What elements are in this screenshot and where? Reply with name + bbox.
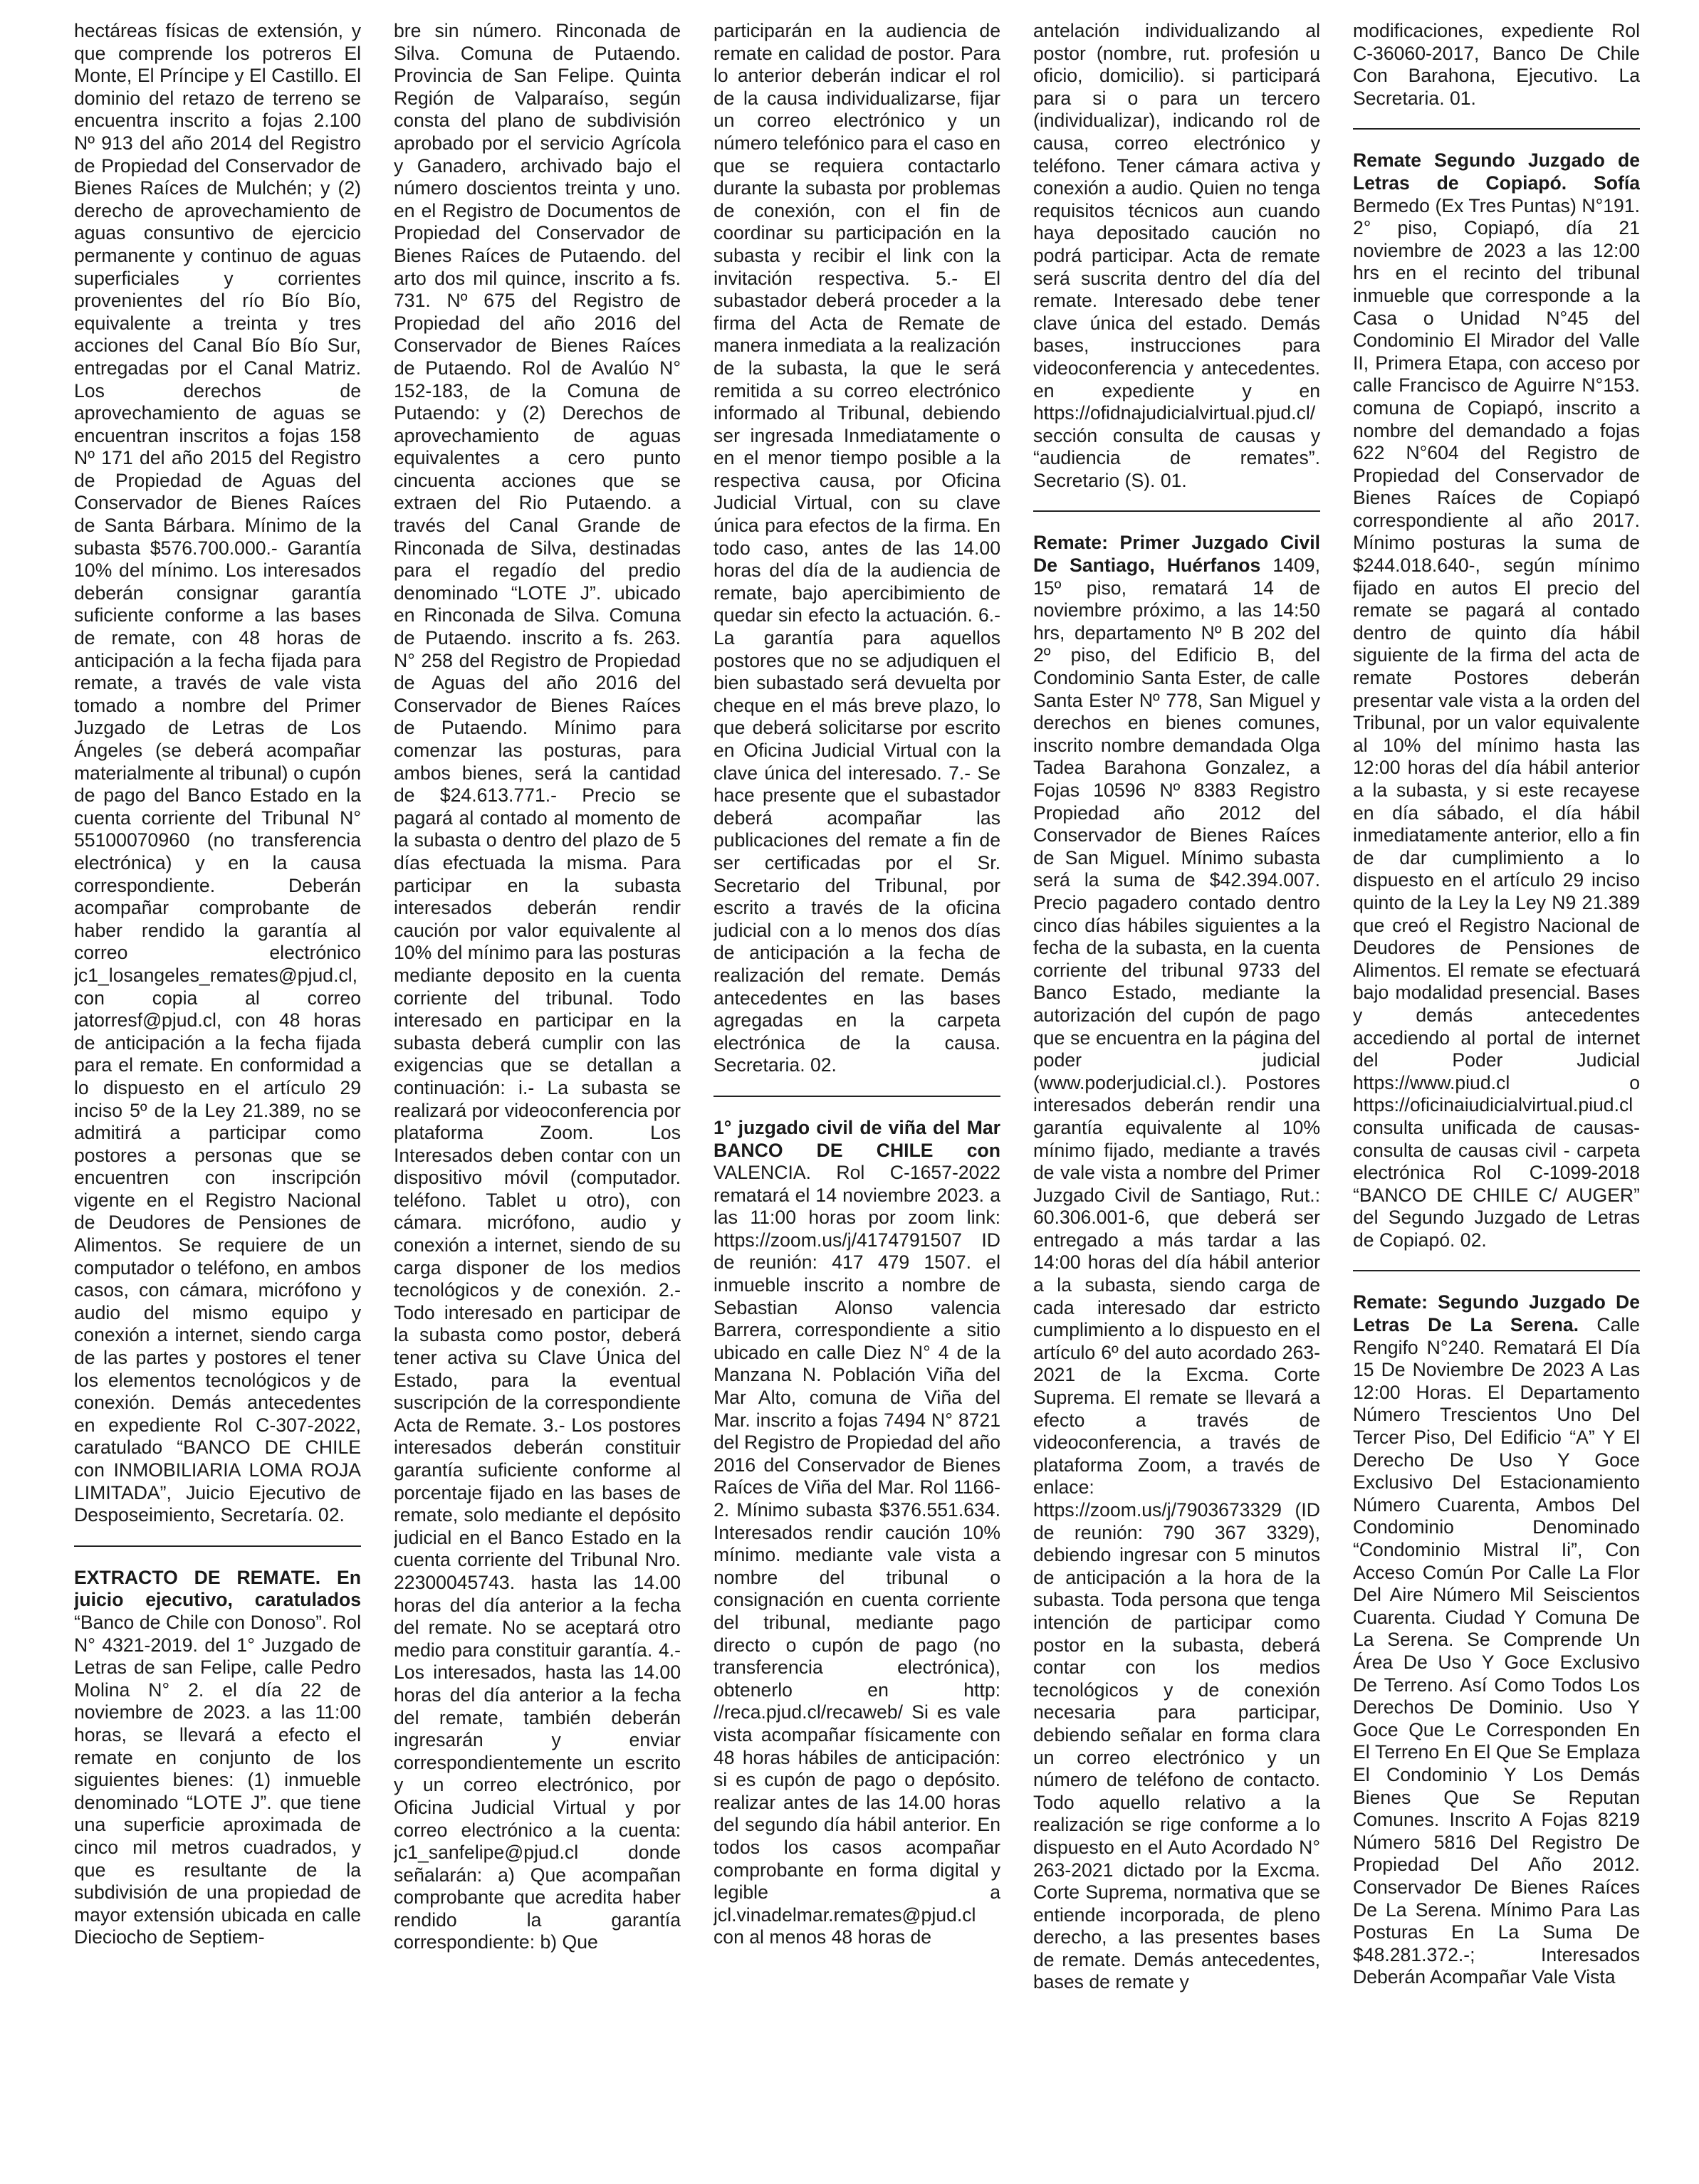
notice-text: VALENCIA. Rol C-1657-2022 rematará el 14 noviembre 2023. a las 11:00 horas por zoom link: https://zoom.us/j/4174791507 ID de reunión: 417 479 1507. el inmueble inscrito a nombre de Sebastian Alonso valencia Barrera, correspondiente a sitio ubicado en calle Diez N° 4 de la Manzana N. Población Viña del Mar Alto, comuna de Viña del Mar. inscrito a fojas 7494 N° 8721 del Registro de Propiedad del año 2016 del Conservador de Bienes Raíces de Viña del Mar. Rol 1166-2. Mínimo subasta $376.551.634. Interesados rendir caución 10% mínimo. mediante vale vista a nombre del tribunal o consignación en cuenta corriente del tribunal, mediante pago directo o cupón de pago (no transferencia electrónica), obtenerlo en http: //reca.pjud.cl/recaweb/ Si es vale vista acompañar físicamente con 48 horas hábiles de anticipación: si es cupón de pago o depósito. realizar antes de las 14.00 horas del segundo día hábil anterior. En todos los casos acompañar comprobante en forma digital y legible a jcl.vinadelmar.remates@pjud.cl con al menos 48 horas de [713,1162,1000,1948]
notice-text: 1409, 15º piso, rematará 14 de noviembre próximo, a las 14:50 hrs, departamento Nº B 202 del 2º piso, del Edificio B, del Condominio Santa Ester, de calle Santa Ester Nº 778, San Miguel y derechos en bienes comunes, inscrito nombre demandada Olga Tadea Barahona Gonzalez, a Fojas 10596 Nº 8383 Registro Propiedad año 2012 del Conservador de Bienes Raíces de San Miguel. Mínimo subasta será la suma de $42.394.007. Precio pagadero contado dentro cinco días hábiles siguientes a la fecha de la subasta, en la cuenta corriente del tribunal 9733 del Banco Estado, mediante la autorización del cupón de pago que se encuentra en la página del poder judicial (www.poderjudicial.cl.). Postores interesados deberán rendir una garantía equivalente al 10% mínimo fijado, mediante a través de vale vista a nombre del Primer Juzgado Civil de Santiago, Rut.: 60.306.001-6, que deberá ser entregado a más tardar a las 14:00 horas del día hábil anterior a la subasta, siendo carga de cada interesado dar estricto cumplimiento a lo dispuesto en el artículo 6º del auto acordado 263-2021 de la Excma. Corte Suprema. El remate se llevará a efecto a través de videoconferencia, a través de plataforma Zoom, a través de enlace: https://zoom.us/j/7903673329 (ID de reunión: 790 367 3329), debiendo ingresar con 5 minutos de anticipación a la hora de la subasta. Toda persona que tenga intención de participar como postor en la subasta, deberá contar con los medios tecnológicos y de conexión necesaria para participar, debiendo señalar en forma clara un correo electrónico y un número de teléfono de contacto. Todo aquello relativo a la realización se rige conforme a lo dispuesto en el Auto Acordado N° 263-2021 dictado por la Excma. Corte Suprema, normativa que se entiende incorporada, de pleno derecho, a las presentes bases de remate. Demás antecedentes, bases de remate y [1033,555,1320,1993]
column-5 [1353,20,1640,2184]
notice-text: modificaciones, expediente Rol C-36060-2017, Banco De Chile Con Barahona, Ejecutivo. La Secretaria. 01. [1353,20,1640,109]
notice-text: Calle Rengifo N°240. Rematará El Día 15 De Noviembre De 2023 A Las 12:00 Horas. El Departamento Número Trescientos Uno Del Tercer Piso, Del Edificio “A” Y El Derecho De Uso Y Goce Exclusivo Del Estacionamiento Número Cuarenta, Ambos Del Condominio Denominado “Condominio Mistral Ii”, Con Acceso Común Por Calle La Flor Del Aire Número Mil Seiscientos Cuarenta. Ciudad Y Comuna De La Serena. Se Comprende Un Área De Uso Y Goce Exclusivo De Terreno. Así Como Todos Los Derechos De Dominio. Uso Y Goce Que Le Corresponden En El Terreno En El Que Se Emplaza El Condominio Y Los Demás Bienes Que Se Reputan Comunes. Inscrito A Fojas 8219 Número 5816 Del Registro De Propiedad Del Año 2012. Conservador De Bienes Raíces De La Serena. Mínimo Para Las Posturas En La Suma De $48.281.372.-; Interesados Deberán Acompañar Vale Vista [1353,1314,1640,1988]
notice-santiago-end [1353,20,1640,110]
notice-heading: EXTRACTO DE REMATE. En juicio ejecutivo, caratulados [74,1566,361,1611]
notice-text: participarán en la audiencia de remate en calidad de postor. Para lo anterior deberán indicar el rol de la causa individualizarse, fijar un correo electrónico y un número telefónico para el caso en que se requiera contactarlo durante la subasta por problemas de conexión, con el fin de coordinar su participación en la subasta y recibir el link con la invitación respectiva. 5.- El subastador deberá proceder a la firma del Acta de Remate de manera inmediata a la realización de la subasta, la que le será remitida a su correo electrónico informado al Tribunal, debiendo ser ingresada Inmediatamente o en el menor tiempo posible a la respectiva causa, por Oficina Judicial Virtual, con su clave única para efectos de la firma. En todo caso, antes de las 14.00 horas del día de la audiencia de remate, bajo apercibimiento de quedar sin efecto la actuación. 6.- La garantía para aquellos postores que no se adjudiquen el bien subastado será devuelta por cheque en el más breve plazo, lo que deberá solicitarse por escrito en Oficina Judicial Virtual con la clave única del interesado. 7.- Se hace presente que el subastador deberá acompañar las publicaciones del remate a fin de ser certificadas por el Sr. Secretario del Tribunal, por escrito a través de la oficina judicial con a lo menos dos días de anticipación a la fecha de realización del remate. Demás antecedentes en las bases agregadas en la carpeta electrónica de la causa. Secretaria. 02. [713,20,1000,1076]
notice-text: Bermedo (Ex Tres Puntas) N°191. 2° piso, Copiapó, día 21 noviembre de 2023 a las 12:00 hrs en el recinto del tribunal inmueble que corresponde a la Casa o Unidad N°45 del Condominio El Mirador del Valle II, Primera Etapa, con acceso por calle Francisco de Aguirre N°153. comuna de Copiapó, inscrito a nombre del demandado a fojas 622 N°604 del Registro de Propiedad del Conservador de Bienes Raíces de Copiapó correspondiente al año 2017. Mínimo posturas la suma de $244.018.640-, según mínimo fijado en autos El precio del remate se pagará al contado dentro de quinto día hábil siguiente de la firma del acta de remate Postores deberán presentar vale vista a la orden del Tribunal, por un valor equivalente al 10% del mínimo hasta las 12:00 horas del día hábil anterior a la subasta, y si este recayese en día sábado, el día hábil inmediatamente anterior, ello a fin de dar cumplimiento a lo dispuesto en el artículo 29 inciso quinto de la Ley la Ley N9 21.389 que creó el Registro Nacional de Deudores de Pensiones de Alimentos. El remate se efectuará bajo modalidad presencial. Bases y demás antecedentes accediendo al portal de internet del Poder Judicial https://www.piud.cl o https://oficinaiudicialvirtual.piud.cl consulta unificada de causas- consulta de causas civil - carpeta electrónica Rol C-1099-2018 “BANCO DE CHILE C/ AUGER” del Segundo Juzgado de Letras de Copiapó. 02. [1353,194,1640,1251]
notice-text: bre sin número. Rinconada de Silva. Comuna de Putaendo. Provincia de San Felipe. Quinta Región de Valparaíso, según consta del plano de subdivisión aprobado por el servicio Agrícola y Ganadero, archivado bajo el número doscientos treinta y uno. en el Registro de Documentos de Propiedad del Conservador de Bienes Raíces de Putaendo. del arto dos mil quince, inscrito a fs. 731. Nº 675 del Registro de Propiedad del año 2016 del Conservador de Bienes Raíces de Putaendo. Rol de Avalúo N° 152-183, de la Comuna de Putaendo: y (2) Derechos de aprovechamiento de aguas equivalentes a cero punto cincuenta acciones que se extraen del Rio Putaendo. a través del Canal Grande de Rinconada de Silva, destinadas para el regadío del predio denominado “LOTE J”. ubicado en Rinconada de Silva. Comuna de Putaendo. inscrito a fs. 263. N° 258 del Registro de Propiedad de Aguas del año 2016 del Conservador de Bienes Raíces de Putaendo. Mínimo para comenzar las posturas, para ambos bienes, será la cantidad de $24.613.771.- Precio se pagará al contado al momento de la subasta o dentro del plazo de 5 días efectuada la misma. Para participar en la subasta interesados deberán rendir caución por valor equivalente al 10% del mínimo para las posturas mediante deposito en la cuenta corriente del tribunal. Todo interesado en participar en la subasta deberá cumplir con las exigencias que se detallan a continuación: i.- La subasta se realizará por videoconferencia por plataforma Zoom. Los Interesados deben contar con un dispositivo móvil (computador. teléfono. Tablet u otro), con cámara. micrófono, audio y conexión a internet, siendo de su carga disponer de los medios tecnológicos y de conexión. 2.- Todo interesado en participar de la subasta como postor, deberá tener activa su Clave Única del Estado, para la eventual suscripción de la correspondiente Acta de Remate. 3.- Los postores interesados deberán constituir garantía suficiente conforme al porcentaje fijado en las bases de remate, solo mediante el depósito judicial en el Banco Estado en la cuenta corriente del Tribunal Nro. 22300045743. hasta las 14.00 horas del día anterior a la fecha del remate. No se aceptará otro medio para constituir garantía. 4.- Los interesados, hasta las 14.00 horas del día anterior a la fecha del remate, también deberán ingresarán y enviar correspondientemente un escrito y un correo electrónico, por Oficina Judicial Virtual y por correo electrónico a la cuenta: jc1_sanfelipe@pjud.cl donde señalarán: a) Que acompañan comprobante que acredita haber rendido la garantía correspondiente: b) Que [394,20,681,1953]
notice-mulchen-continued [74,20,361,1527]
notice-separator [1353,128,1640,130]
notice-copiapo [1353,149,1640,1251]
notice-heading: Remate: Primer Juzgado Civil De Santiago, Huérfanos [1033,532,1320,577]
notice-vina-del-mar [713,1117,1000,1949]
notice-san-felipe-continued [394,20,681,1954]
notice-vina-del-mar-end [1033,20,1320,492]
notice-heading: 1° juzgado civil de viña del Mar BANCO DE CHILE con [713,1116,1000,1161]
notice-separator [1033,510,1320,512]
notice-text: “Banco de Chile con Donoso”. Rol N° 4321-2019. del 1° Juzgado de Letras de san Felipe, calle Pedro Molina N° 2. el día 22 de noviembre de 2023. a las 11:00 horas, se llevará a efecto el remate en conjunto de los siguientes bienes: (1) inmueble denominado “LOTE J”. que tiene una superficie aproximada de cinco mil metros cuadrados, y que es resultante de la subdivisión de una propiedad de mayor extensión ubicada en calle Dieciocho de Septiem- [74,1611,361,1948]
notice-san-felipe-end [713,20,1000,1077]
notice-extracto-remate-san-felipe [74,1567,361,1949]
notice-text: antelación individualizando al postor (nombre, rut. profesión u oficio, domicilio). si participará para si o para un tercero (individualizar), indicando rol de causa, correo electrónico y teléfono. Tener cámara activa y conexión a audio. Quien no tenga requisitos técnicos aun cuando haya depositado caución no podrá participar. Acta de remate será suscrita dentro del día del remate. Interesado debe tener clave única del estado. Demás bases, instrucciones para videoconferencia y antecedentes. en expediente y en https://ofidnajudicialvirtual.pjud.cl/ sección consulta de causas y “audiencia de remates”. Secretario (S). 01. [1033,20,1320,491]
notice-santiago-huerfanos [1033,532,1320,1994]
notice-separator [1353,1270,1640,1271]
notice-text: hectáreas físicas de extensión, y que comprende los potreros El Monte, El Príncipe y El Castillo. El dominio del retazo de terreno se encuentra inscrito a fojas 2.100 Nº 913 del año 2014 del Registro de Propiedad del Conservador de Bienes Raíces de Mulchén; y (2) derecho de aprovechamiento de aguas consuntivo de ejercicio permanente y continuo de aguas superficiales y corrientes provenientes del río Bío Bío, equivalente a treinta y tres acciones del Canal Bío Bío Sur, entregadas por el Canal Matriz. Los derechos de aprovechamiento de aguas se encuentran inscritos a fojas 158 Nº 171 del año 2015 del Registro de Propiedad de Aguas del Conservador de Bienes Raíces de Santa Bárbara. Mínimo de la subasta $576.700.000.- Garantía 10% del mínimo. Los interesados deberán consignar garantía suficiente conforme a las bases de remate, con 48 horas de anticipación a la fecha fijada para remate, a través de vale vista tomado a nombre del Primer Juzgado de Letras de Los Ángeles (se deberá acompañar materialmente al tribunal) o cupón de pago del Banco Estado en la cuenta corriente del Tribunal N° 55100070960 (no transferencia electrónica) y en la causa correspondiente. Deberán acompañar comprobante de haber rendido la garantía al correo electrónico jc1_losangeles_remates@pjud.cl, con copia al correo jatorresf@pjud.cl, con 48 horas de anticipación a la fecha fijada para el remate. En conformidad a lo dispuesto en el artículo 29 inciso 5º de la Ley 21.389, no se admitirá a participar como postores a personas que se encuentren con inscripción vigente en el Registro Nacional de Deudores de Pensiones de Alimentos. Se requiere de un computador o teléfono, en ambos casos, con cámara, micrófono y audio del mismo equipo y conexión a internet, siendo carga de las partes y postores el tener los elementos tecnológicos y de conexión. Demás antecedentes en expediente Rol C-307-2022, caratulado “BANCO DE CHILE con INMOBILIARIA LOMA ROJA LIMITADA”, Juicio Ejecutivo de Desposeimiento, Secretaría. 02. [74,20,361,1526]
column-3 [713,20,1000,2184]
notice-separator [74,1545,361,1547]
notice-heading: Remate Segundo Juzgado de Letras de Copiapó. Sofía [1353,149,1640,194]
column-1 [74,20,361,2184]
column-2 [394,20,681,2184]
notice-separator [713,1096,1000,1097]
column-4 [1033,20,1320,2184]
notice-heading: Remate: Segundo Juzgado De Letras De La Serena. [1353,1291,1640,1336]
notice-la-serena [1353,1291,1640,1988]
